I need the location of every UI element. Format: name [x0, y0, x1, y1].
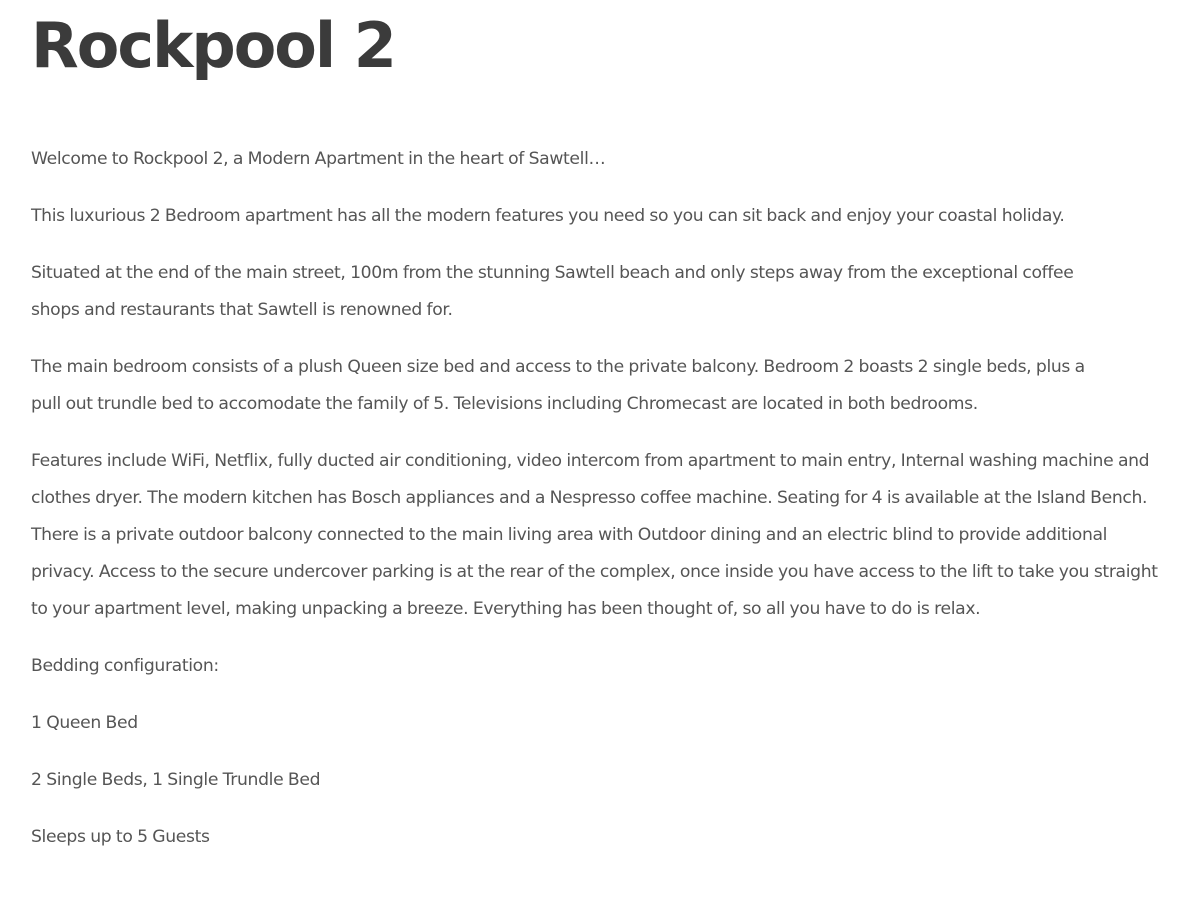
page-title: Rockpool 2: [31, 9, 395, 82]
location-paragraph: Situated at the end of the main street, 100m from the stunning Sawtell beach and only steps away from the exceptional coffee shops and restaurants that Sawtell is renowned for.: [31, 263, 1074, 320]
summary-paragraph: This luxurious 2 Bedroom apartment has all the modern features you need so you can sit back and enjoy your coastal holiday.: [31, 206, 1065, 226]
features-paragraph: Features include WiFi, Netflix, fully ducted air conditioning, video intercom from apartment to main entry, Internal washing machine and clothes dryer. The modern kitchen has Bosch appliances and a Nespresso coffee machine. Seating for 4 is available at the Island Bench. There is a private outdoor balcony connected to the main living area with Outdoor dining and an electric blind to provide additional privacy. Access to the secure undercover parking is at the rear of the complex, once inside you have access to the lift to take you straight to your apartment level, making unpacking a breeze. Everything has been thought of, so all you have to do is relax.: [31, 451, 1158, 619]
bedding-item: 1 Queen Bed: [31, 713, 138, 733]
guest-capacity: Sleeps up to 5 Guests: [31, 827, 210, 847]
bedding-item: 2 Single Beds, 1 Single Trundle Bed: [31, 770, 321, 790]
bedding-heading: Bedding configuration:: [31, 656, 219, 676]
bedrooms-paragraph: The main bedroom consists of a plush Queen size bed and access to the private balcony. Bedroom 2 boasts 2 single beds, plus a pull out trundle bed to accomodate the family of 5. Televisions including Chromecast are located in both bedrooms.: [31, 357, 1085, 414]
listing-description: [31, 141, 1171, 856]
listing-page: [31, 0, 1171, 876]
intro-paragraph: Welcome to Rockpool 2, a Modern Apartment in the heart of Sawtell…: [31, 149, 606, 169]
